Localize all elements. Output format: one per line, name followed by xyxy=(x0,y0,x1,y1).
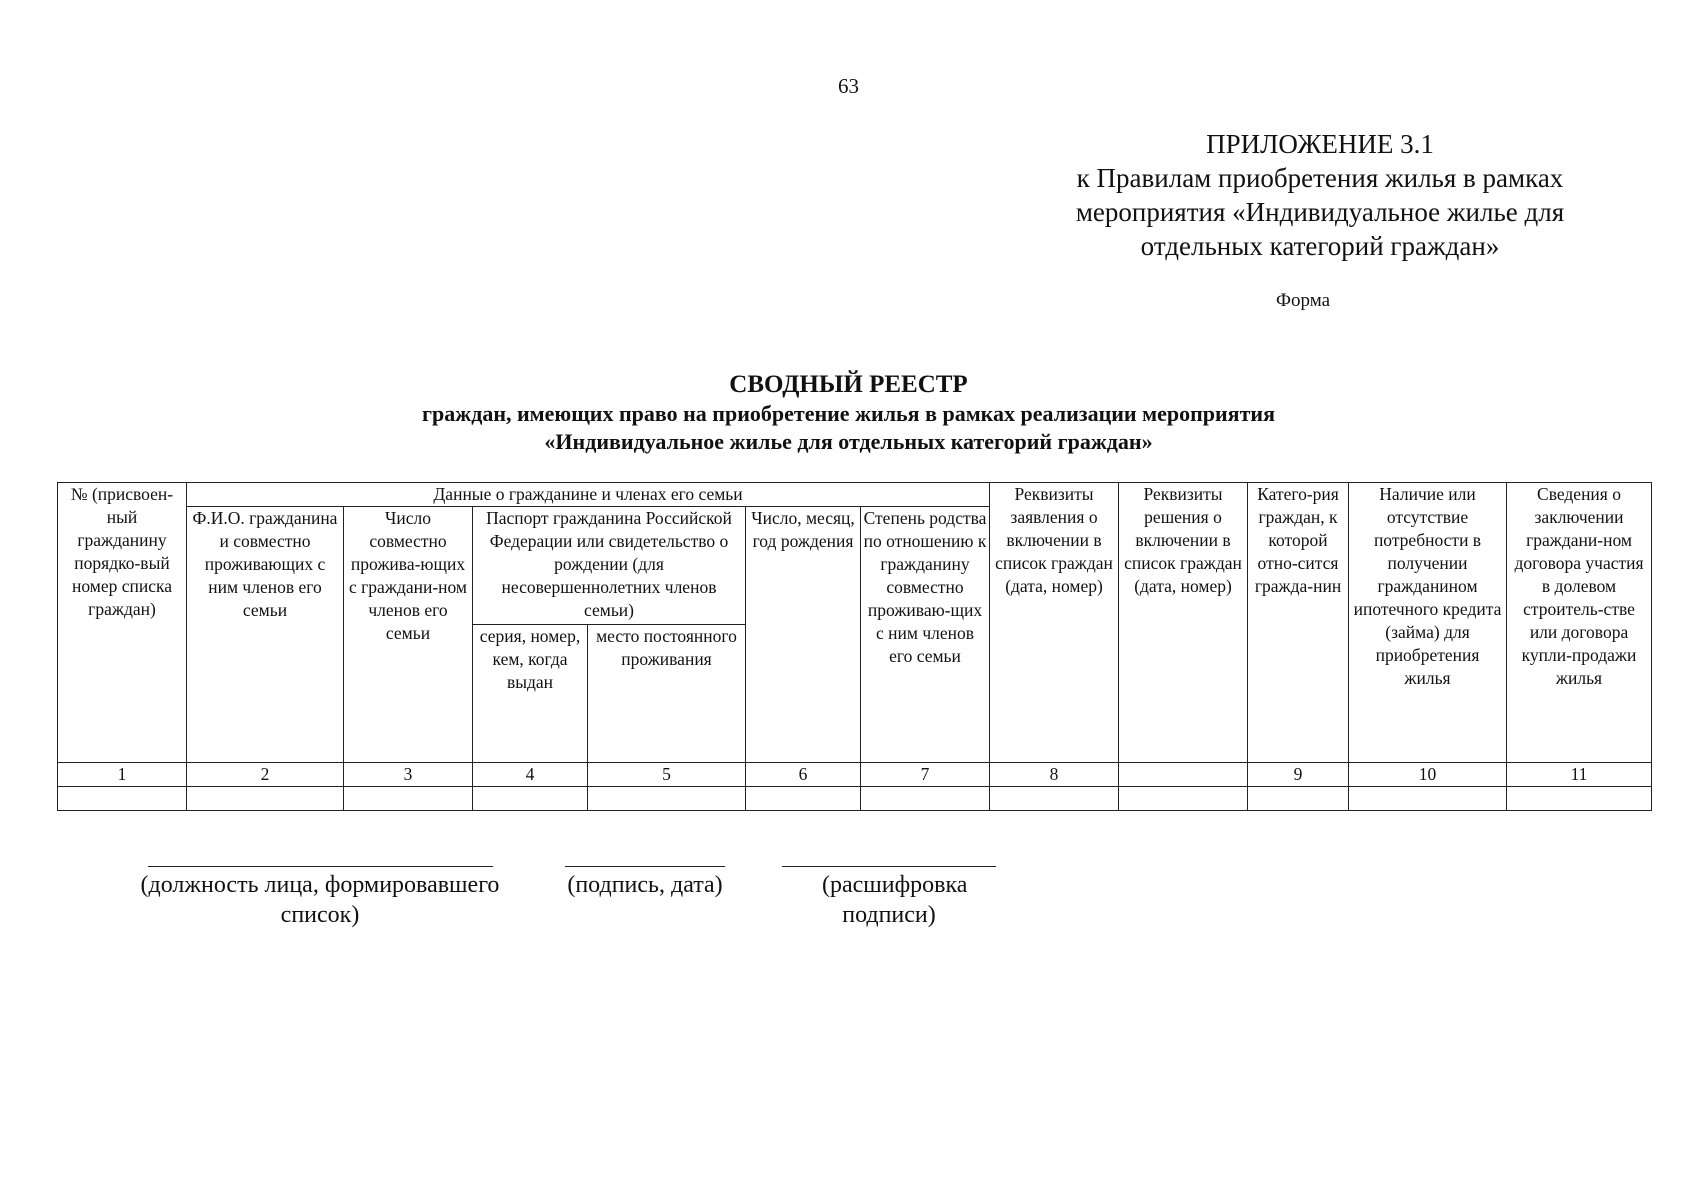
signature-decoding-block xyxy=(782,866,996,930)
empty-cell xyxy=(588,787,746,811)
title-line-3: «Индивидуальное жилье для отдельных категорий граждан» xyxy=(544,429,1153,454)
header-decision: Реквизиты решения о включении в список граждан (дата, номер) xyxy=(1119,483,1248,763)
column-number: 9 xyxy=(1248,763,1349,787)
appendix-line-3: отдельных категорий граждан» xyxy=(1140,231,1500,261)
signature-sign-caption: (подпись, дата) xyxy=(567,872,723,898)
appendix-heading xyxy=(1018,127,1622,263)
empty-cell xyxy=(58,787,187,811)
column-number: 3 xyxy=(344,763,473,787)
column-number: 4 xyxy=(473,763,588,787)
header-count: Число совместно прожива-ющих с граждани-ном членов его семьи xyxy=(344,507,473,763)
signature-sign-block xyxy=(555,866,735,900)
header-category: Катего-рия граждан, к которой отно-сится гражда-нин xyxy=(1248,483,1349,763)
signature-position-caption: (должность лица, формировавшего список) xyxy=(140,872,500,928)
column-number: 7 xyxy=(861,763,990,787)
document-title xyxy=(0,370,1697,456)
signature-line xyxy=(565,866,725,867)
header-application: Реквизиты заявления о включении в список граждан (дата, номер) xyxy=(990,483,1119,763)
empty-cell xyxy=(1349,787,1507,811)
signature-line xyxy=(782,866,996,867)
empty-cell xyxy=(1248,787,1349,811)
empty-cell xyxy=(1507,787,1652,811)
appendix-line-1: к Правилам приобретения жилья в рамках xyxy=(1076,163,1564,193)
column-number: 6 xyxy=(746,763,861,787)
column-number: 10 xyxy=(1349,763,1507,787)
empty-cell xyxy=(746,787,861,811)
header-passport-series: серия, номер, кем, когда выдан xyxy=(473,625,588,763)
empty-cell xyxy=(861,787,990,811)
empty-data-row xyxy=(58,787,1652,811)
column-number: 5 xyxy=(588,763,746,787)
header-citizen-group: Данные о гражданине и членах его семьи xyxy=(187,483,990,507)
form-label: Форма xyxy=(1276,290,1331,311)
column-number xyxy=(1119,763,1248,787)
column-number: 11 xyxy=(1507,763,1652,787)
header-contract: Сведения о заключении граждани-ном договора участия в долевом строитель-стве или договора купли-продажи жилья xyxy=(1507,483,1652,763)
empty-cell xyxy=(187,787,344,811)
header-fio: Ф.И.О. гражданина и совместно проживающих с ним членов его семьи xyxy=(187,507,344,763)
empty-cell xyxy=(1119,787,1248,811)
header-birth-date: Число, месяц, год рождения xyxy=(746,507,861,763)
title-line-1: СВОДНЫЙ РЕЕСТР xyxy=(729,371,968,398)
header-mortgage: Наличие или отсутствие потребности в получении гражданином ипотечного кредита (займа) для приобретения жилья xyxy=(1349,483,1507,763)
appendix-line-2: мероприятия «Индивидуальное жилье для xyxy=(1075,197,1565,227)
column-number: 2 xyxy=(187,763,344,787)
signature-position-block xyxy=(115,866,525,930)
signature-line xyxy=(148,866,493,867)
header-number: № (присвоен-ный гражданину порядко-вый номер списка граждан) xyxy=(58,483,187,763)
empty-cell xyxy=(344,787,473,811)
column-numbers-row xyxy=(58,763,1652,787)
appendix-title: ПРИЛОЖЕНИЕ 3.1 xyxy=(1206,129,1434,159)
empty-cell xyxy=(990,787,1119,811)
column-number: 8 xyxy=(990,763,1119,787)
registry-table xyxy=(57,482,1652,811)
page-number: 63 xyxy=(838,74,859,98)
header-relation: Степень родства по отношению к гражданину совместно проживаю-щих с ним членов его семьи xyxy=(861,507,990,763)
title-line-2: граждан, имеющих право на приобретение жилья в рамках реализации мероприятия xyxy=(422,401,1275,426)
empty-cell xyxy=(473,787,588,811)
header-passport-place: место постоянного проживания xyxy=(588,625,746,763)
signature-decoding-caption: (расшифровка подписи) xyxy=(822,872,968,928)
header-passport: Паспорт гражданина Российской Федерации или свидетельство о рождении (для несовершеннолетних членов семьи) xyxy=(473,507,746,625)
column-number: 1 xyxy=(58,763,187,787)
